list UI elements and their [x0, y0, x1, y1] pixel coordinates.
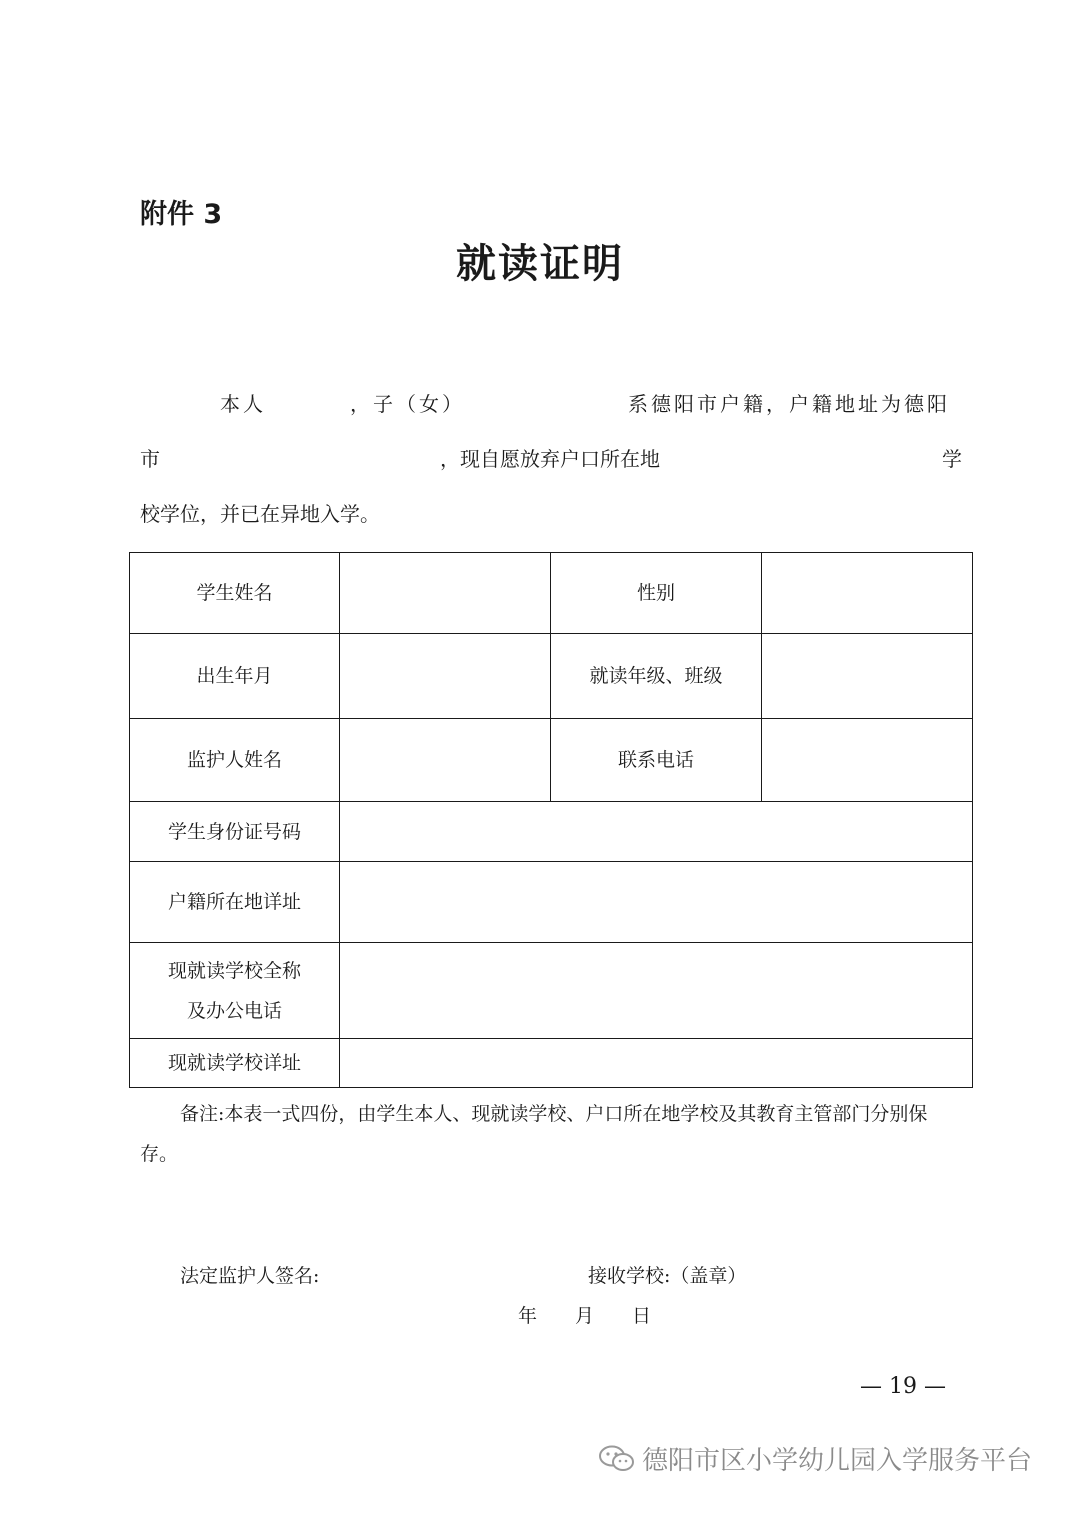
- label-hukou-address: 户籍所在地详址: [130, 862, 340, 943]
- page-number: — 19 —: [860, 1374, 946, 1399]
- label-phone: 联系电话: [551, 719, 762, 802]
- statement-school: 学: [942, 447, 962, 471]
- field-hukou-address[interactable]: [340, 862, 973, 943]
- watermark-text: 德阳市区小学幼儿园入学服务平台: [642, 1446, 1033, 1476]
- field-guardian-name[interactable]: [340, 719, 551, 802]
- document-title: 就读证明: [456, 240, 624, 287]
- label-school-name-line2: 及办公电话: [186, 999, 282, 1022]
- receiving-school-label: 接收学校:（盖章）: [588, 1265, 747, 1287]
- field-grade-class[interactable]: [762, 634, 973, 719]
- attachment-label: 附件 3: [140, 199, 223, 230]
- watermark: [598, 1440, 1032, 1477]
- label-school-name: [130, 943, 340, 1039]
- statement-child: ，子（女）: [350, 392, 465, 416]
- statement-hukou: 系德阳市户籍，户籍地址为德阳: [628, 392, 950, 416]
- label-student-name: 学生姓名: [130, 553, 340, 634]
- field-birth[interactable]: [340, 634, 551, 719]
- field-phone[interactable]: [762, 719, 973, 802]
- statement-line3: 校学位，并已在异地入学。: [140, 502, 380, 526]
- label-grade-class: 就读年级、班级: [551, 634, 762, 719]
- note-line2: 存。: [140, 1143, 179, 1165]
- label-id-number: 学生身份证号码: [130, 802, 340, 862]
- statement-self: 本人: [220, 392, 266, 416]
- label-guardian-name: 监护人姓名: [130, 719, 340, 802]
- guardian-signature-label: 法定监护人签名:: [180, 1265, 320, 1287]
- field-student-name[interactable]: [340, 553, 551, 634]
- statement-giveup: ，现自愿放弃户口所在地: [440, 447, 660, 471]
- label-birth: 出生年月: [130, 634, 340, 719]
- info-form-table: [129, 552, 973, 1088]
- field-gender[interactable]: [762, 553, 973, 634]
- statement-city: 市: [140, 447, 160, 471]
- note-line1: 备注:本表一式四份，由学生本人、现就读学校、户口所在地学校及其教育主管部门分别保: [180, 1103, 928, 1125]
- field-school-name[interactable]: [340, 943, 973, 1039]
- label-gender: 性别: [551, 553, 762, 634]
- wechat-icon: [598, 1444, 636, 1474]
- date-line: 年 月 日: [518, 1305, 652, 1327]
- field-id-number[interactable]: [340, 802, 973, 862]
- field-school-address[interactable]: [340, 1039, 973, 1088]
- label-school-address: 现就读学校详址: [130, 1039, 340, 1088]
- label-school-name-line1: 现就读学校全称: [167, 959, 301, 982]
